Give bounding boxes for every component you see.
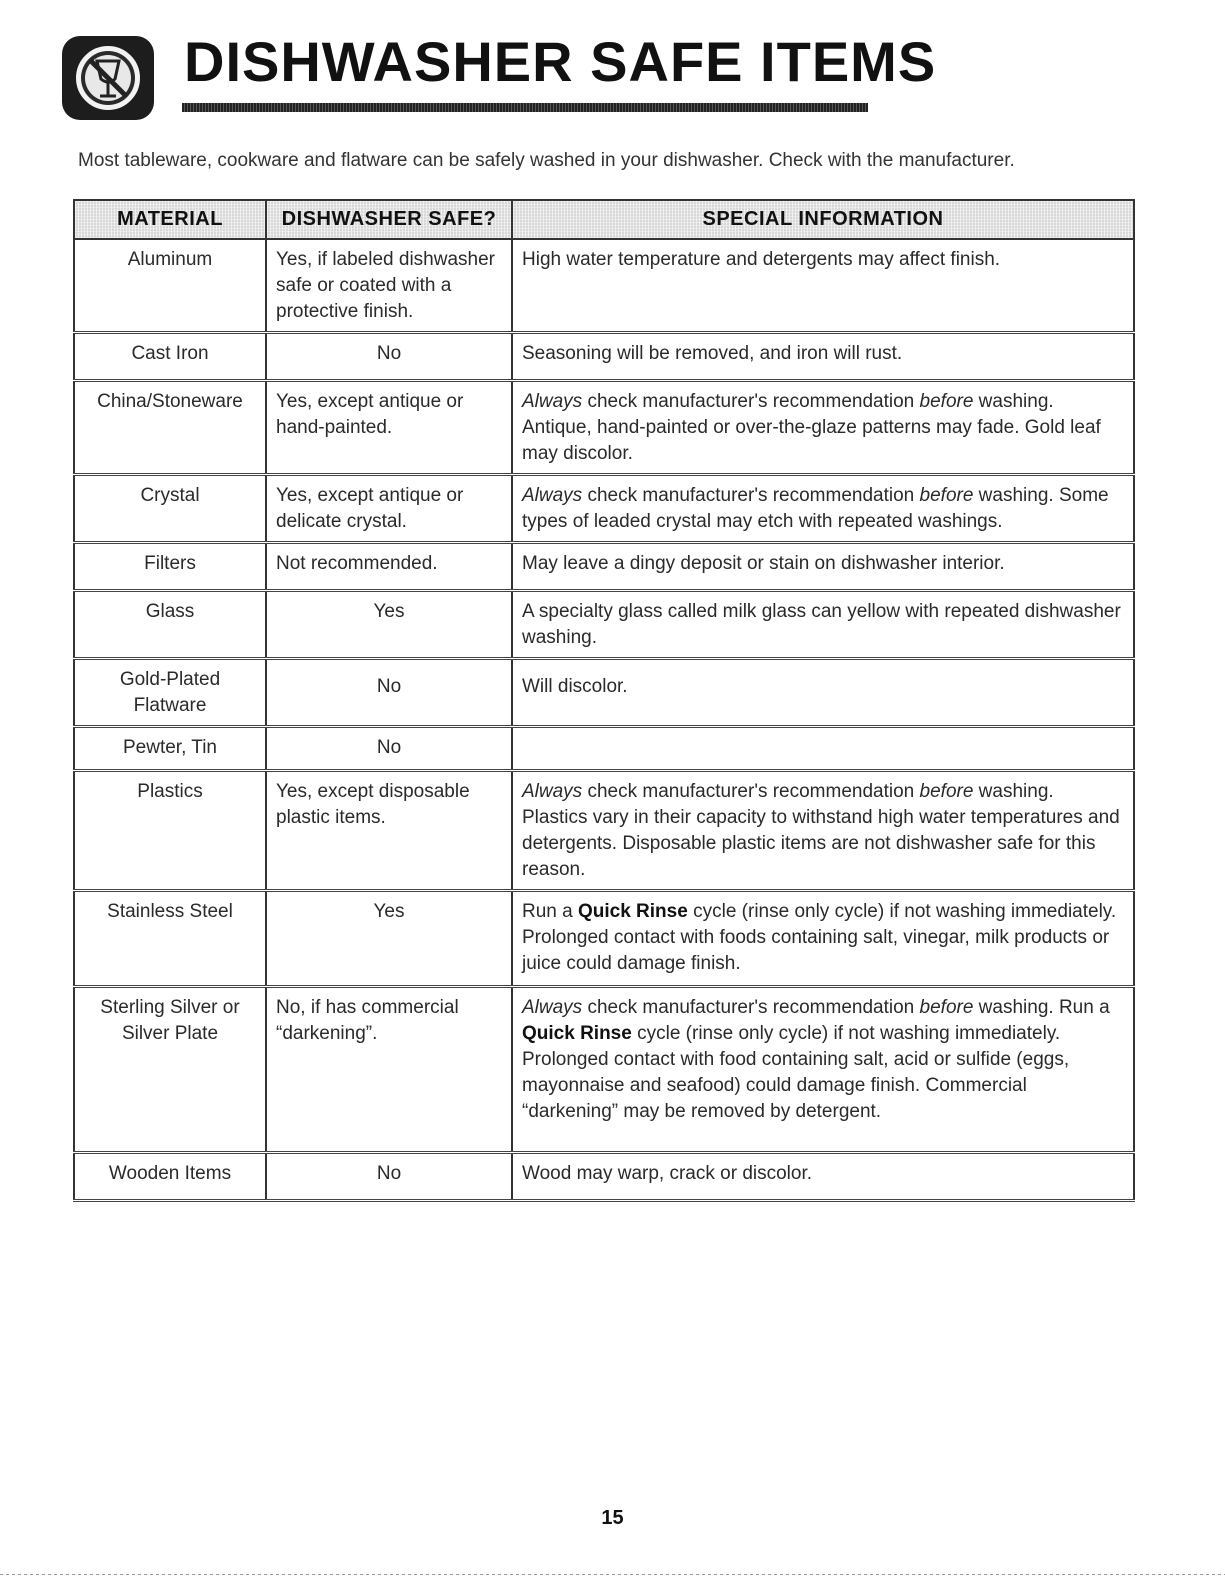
table-row xyxy=(74,591,1134,659)
table-row xyxy=(74,771,1134,891)
safe-cell: No xyxy=(266,659,512,727)
info-cell: Always check manufacturer's recommendation before washing. Some types of leaded crystal may etch with repeated washings. xyxy=(512,475,1134,543)
table-row xyxy=(74,891,1134,987)
table-row xyxy=(74,727,1134,771)
info-cell: High water temperature and detergents may affect finish. xyxy=(512,239,1134,333)
material-cell: Plastics xyxy=(74,771,266,891)
material-cell: Gold-Plated Flatware xyxy=(74,659,266,727)
safe-cell: No, if has commercial “darkening”. xyxy=(266,987,512,1153)
info-cell: A specialty glass called milk glass can yellow with repeated dishwasher washing. xyxy=(512,591,1134,659)
column-header-dishwasher-safe: DISHWASHER SAFE? xyxy=(266,200,512,239)
table-row xyxy=(74,381,1134,475)
title-underline xyxy=(182,103,868,112)
safe-cell: Yes, except antique or hand-painted. xyxy=(266,381,512,475)
table-row xyxy=(74,987,1134,1153)
material-cell: Glass xyxy=(74,591,266,659)
material-cell: Crystal xyxy=(74,475,266,543)
material-cell: Sterling Silver or Silver Plate xyxy=(74,987,266,1153)
safe-cell: No xyxy=(266,1153,512,1201)
table-row xyxy=(74,475,1134,543)
material-cell: Wooden Items xyxy=(74,1153,266,1201)
column-header-special-information: SPECIAL INFORMATION xyxy=(512,200,1134,239)
page-title: DISHWASHER SAFE ITEMS xyxy=(184,30,937,93)
table-row xyxy=(74,239,1134,333)
material-cell: Aluminum xyxy=(74,239,266,333)
safe-cell: Yes, except disposable plastic items. xyxy=(266,771,512,891)
no-glass-icon xyxy=(62,36,154,120)
safe-cell: No xyxy=(266,333,512,381)
info-cell: Seasoning will be removed, and iron will rust. xyxy=(512,333,1134,381)
table-row xyxy=(74,1153,1134,1201)
table-header-row xyxy=(74,200,1134,239)
table-row xyxy=(74,333,1134,381)
safe-cell: Yes xyxy=(266,591,512,659)
info-cell: Always check manufacturer's recommendation before washing. Plastics vary in their capacity to withstand high water temperatures and detergents. Disposable plastic items are not dishwasher safe for this reason. xyxy=(512,771,1134,891)
intro-text: Most tableware, cookware and flatware can be safely washed in your dishwasher. Check with the manufacturer. xyxy=(78,150,1015,171)
info-cell: Always check manufacturer's recommendation before washing. Run a Quick Rinse cycle (rinse only cycle) if not washing immediately. Prolonged contact with food containing salt, acid or sulfide (eggs, mayonnaise and seafood) could damage finish. Commercial “darkening” may be removed by detergent. xyxy=(512,987,1134,1153)
info-cell: Wood may warp, crack or discolor. xyxy=(512,1153,1134,1201)
safe-cell: Yes, except antique or delicate crystal. xyxy=(266,475,512,543)
page-bottom-rule xyxy=(0,1574,1225,1575)
safe-cell: Yes, if labeled dishwasher safe or coated with a protective finish. xyxy=(266,239,512,333)
material-cell: Filters xyxy=(74,543,266,591)
info-cell: Always check manufacturer's recommendation before washing. Antique, hand-painted or over-the-glaze patterns may fade. Gold leaf may discolor. xyxy=(512,381,1134,475)
info-cell xyxy=(512,727,1134,771)
safe-cell: No xyxy=(266,727,512,771)
safe-cell: Yes xyxy=(266,891,512,987)
material-cell: Pewter, Tin xyxy=(74,727,266,771)
info-cell: Will discolor. xyxy=(512,659,1134,727)
info-cell: May leave a dingy deposit or stain on dishwasher interior. xyxy=(512,543,1134,591)
table-row xyxy=(74,543,1134,591)
material-cell: China/Stoneware xyxy=(74,381,266,475)
material-cell: Cast Iron xyxy=(74,333,266,381)
dishwasher-safe-table xyxy=(73,199,1135,1202)
material-cell: Stainless Steel xyxy=(74,891,266,987)
info-cell: Run a Quick Rinse cycle (rinse only cycle) if not washing immediately. Prolonged contact with foods containing salt, vinegar, milk products or juice could damage finish. xyxy=(512,891,1134,987)
safe-cell: Not recommended. xyxy=(266,543,512,591)
column-header-material: MATERIAL xyxy=(74,200,266,239)
page-number: 15 xyxy=(601,1507,624,1529)
table-row xyxy=(74,659,1134,727)
